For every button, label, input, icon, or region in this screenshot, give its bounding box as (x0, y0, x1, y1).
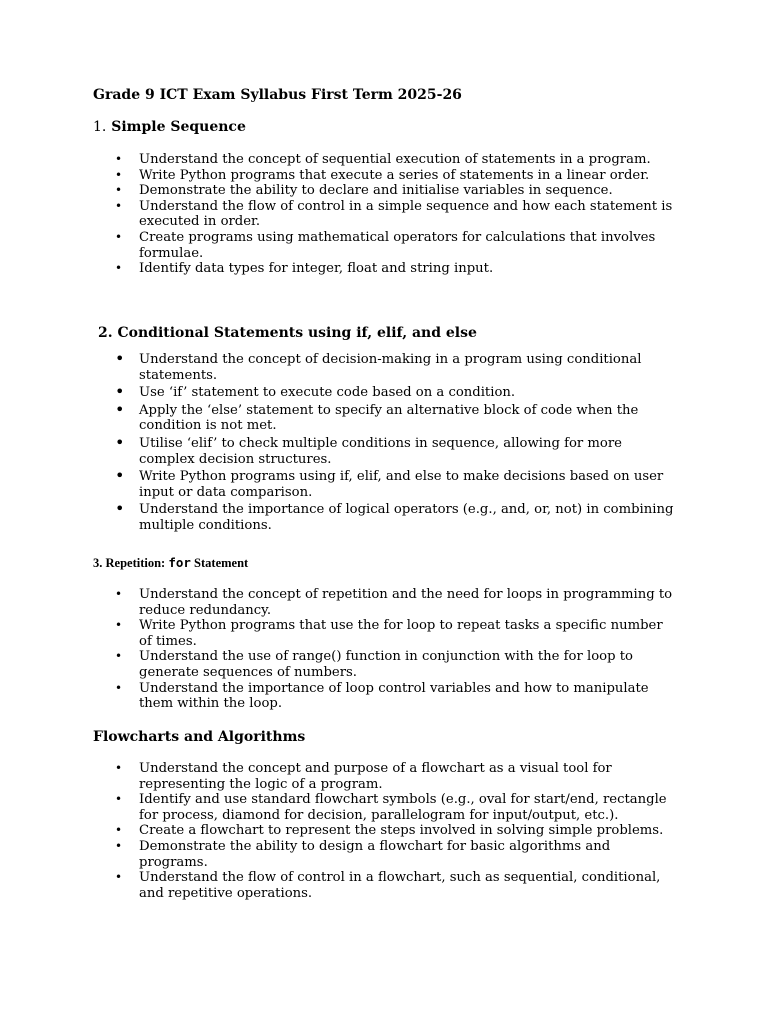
list-item-text: Understand the flow of control in a simple sequence and how each statement is executed in order. (139, 198, 673, 230)
list-item-text: Write Python programs using if, elif, and else to make decisions based on user input or data comparison. (139, 469, 664, 500)
bullet-icon: • (115, 761, 123, 775)
bullet-icon: • (115, 167, 123, 182)
list-item (0, 587, 768, 618)
list-item (0, 168, 768, 184)
list-item (0, 649, 768, 680)
list-item-text: Demonstrate the ability to design a flowchart for basic algorithms and programs. (139, 838, 611, 870)
list-item (0, 432, 768, 467)
list-item (0, 152, 768, 168)
bullet-icon: • (115, 382, 125, 402)
bullet-icon: • (115, 792, 123, 807)
bullet-icon: • (115, 152, 123, 166)
list-item-text: Utilise ‘elif’ to check multiple conditions in sequence, allowing for more complex decision structures. (139, 435, 622, 467)
document-title: Grade 9 ICT Exam Syllabus First Term 2025-26 (93, 87, 462, 103)
bullet-list-repetition (0, 587, 768, 712)
list-item (0, 681, 768, 712)
list-item-text: Understand the flow of control in a flowchart, such as sequential, conditional, and repetitive operations. (139, 870, 661, 901)
list-item (0, 823, 768, 839)
section-number: 1. (93, 119, 107, 135)
list-item-text: Understand the importance of logical operators (e.g., and, or, not) in combining multiple conditions. (139, 502, 674, 533)
list-item-text: Understand the concept of repetition and the need for loops in programming to reduce redundancy. (139, 587, 673, 618)
list-item-text: Understand the concept of sequential execution of statements in a program. (139, 152, 651, 167)
bullet-icon: • (115, 198, 123, 213)
list-item (0, 761, 768, 792)
list-item (0, 230, 768, 261)
bullet-icon: • (115, 587, 123, 601)
bullet-list-conditional-statements (0, 349, 768, 534)
list-item (0, 618, 768, 649)
section-heading-simple-sequence (93, 119, 246, 135)
section-heading-repetition (93, 555, 248, 571)
bullet-icon: • (115, 870, 123, 885)
bullet-icon: • (115, 466, 125, 486)
bullet-icon: • (115, 649, 123, 664)
list-item (0, 349, 768, 383)
section-number: 3. (93, 556, 103, 570)
bullet-icon: • (115, 499, 125, 519)
section-title-code: for (168, 555, 191, 570)
section-title-prefix: Repetition: (105, 556, 166, 570)
bullet-icon: • (115, 183, 123, 198)
section-number: 2. (98, 325, 113, 341)
list-item (0, 466, 768, 500)
bullet-icon: • (115, 399, 125, 419)
list-item (0, 261, 768, 277)
list-item (0, 499, 768, 533)
list-item-text: Identify data types for integer, float and string input. (139, 261, 494, 277)
bullet-icon: • (115, 261, 123, 276)
section-heading-conditional-statements (98, 325, 477, 341)
list-item-text: Demonstrate the ability to declare and initialise variables in sequence. (139, 183, 613, 199)
list-item-text: Understand the concept of decision-making in a program using conditional statements. (139, 352, 642, 383)
list-item-text: Create programs using mathematical operators for calculations that involves formulae. (139, 229, 656, 261)
section-title: Flowcharts and Algorithms (93, 729, 306, 745)
bullet-icon: • (115, 349, 125, 368)
list-item-text: Write Python programs that execute a series of statements in a linear order. (139, 167, 650, 183)
list-item (0, 199, 768, 230)
list-item (0, 183, 768, 199)
section-title-suffix: Statement (194, 556, 249, 570)
list-item-text: Understand the concept and purpose of a flowchart as a visual tool for representing the logic of a program. (139, 761, 612, 792)
list-item-text: Apply the ‘else’ statement to specify an alternative block of code when the condition is not met. (139, 402, 639, 434)
bullet-icon: • (115, 680, 123, 695)
list-item-text: Identify and use standard flowchart symbols (e.g., oval for start/end, rectangle for process, diamond for decision, parallelogram for input/output, etc.). (139, 792, 667, 823)
section-title: Simple Sequence (111, 119, 246, 135)
list-item-text: Write Python programs that use the for loop to repeat tasks a specific number of times. (139, 618, 663, 649)
section-title: Conditional Statements using if, elif, and else (117, 325, 477, 341)
list-item (0, 792, 768, 823)
bullet-icon: • (115, 823, 123, 838)
bullet-icon: • (115, 838, 123, 853)
list-item (0, 399, 768, 434)
list-item (0, 870, 768, 901)
bullet-icon: • (115, 618, 123, 633)
bullet-icon: • (115, 432, 125, 452)
list-item-text: Understand the use of range() function in conjunction with the for loop to generate sequences of numbers. (139, 649, 633, 680)
list-item (0, 382, 768, 402)
bullet-icon: • (115, 229, 123, 244)
list-item-text: Use ‘if’ statement to execute code based on a condition. (139, 385, 516, 401)
bullet-list-simple-sequence (0, 152, 768, 277)
bullet-list-flowcharts (0, 761, 768, 901)
list-item (0, 839, 768, 870)
list-item-text: Create a flowchart to represent the steps involved in solving simple problems. (139, 823, 664, 839)
section-heading-flowcharts (93, 729, 305, 745)
list-item-text: Understand the importance of loop control variables and how to manipulate them within the loop. (139, 680, 649, 712)
